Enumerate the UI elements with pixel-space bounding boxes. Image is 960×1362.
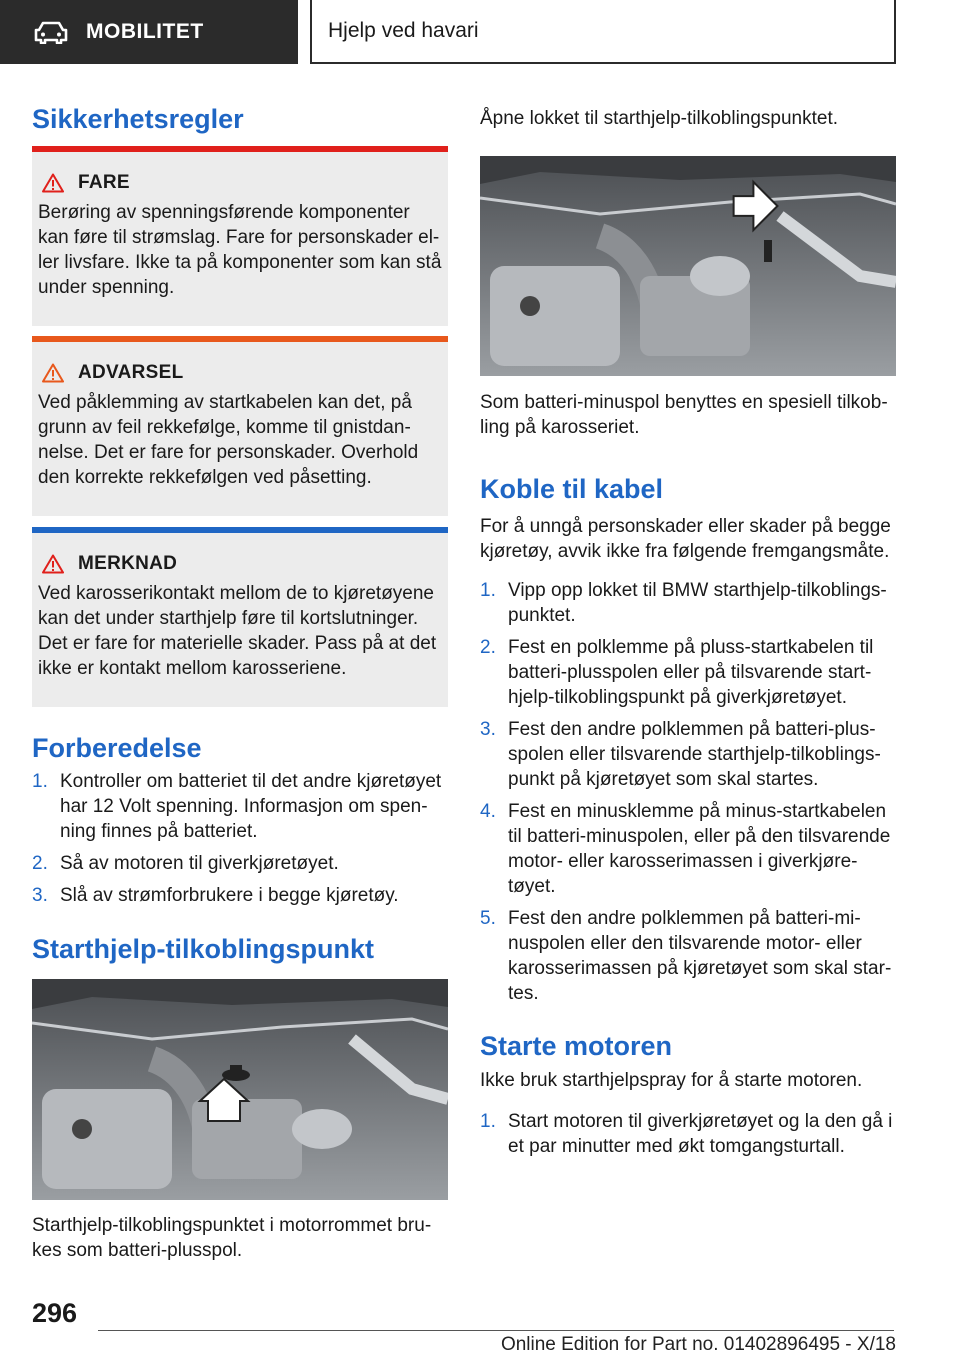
- list-item: 5. Fest den andre polklemmen på batteri-minuspolen eller den tilsvarende motor- eller karosserimassen på kjøretøyet som skal startes.: [480, 908, 892, 1004]
- safety-heading: Sikkerhetsregler: [32, 104, 244, 134]
- warning-triangle-icon: [42, 173, 64, 193]
- warning-triangle-icon: [42, 554, 64, 574]
- prep-steps: [32, 769, 448, 915]
- warning-text: Ved påklemming av startkabelen kan det, på grunn av feil rekkefølge, komme til gnistdannelse. Det er fare for personskader. Overhold den korrekte rekkefølgen ved påsetting.: [38, 392, 419, 488]
- list-item: 3. Fest den andre polklemmen på batteri-plusspolen eller tilsvarende starthjelp-tilkoblingspunkt på kjøretøyet som skal startes.: [480, 719, 881, 790]
- connect-steps: [480, 578, 896, 1013]
- prep-heading: Forberedelse: [32, 733, 202, 763]
- danger-label: FARE: [78, 172, 130, 193]
- section-tab: [0, 0, 298, 64]
- warning-triangle-icon: [42, 363, 64, 383]
- start-heading: Starte motoren: [480, 1031, 673, 1061]
- notice-box: [32, 527, 448, 707]
- jump-heading: Starthjelp-tilkoblingspunkt: [32, 934, 374, 964]
- section-title: MOBILITET: [86, 20, 204, 43]
- danger-text: Berøring av spenningsførende komponenter kan føre til strømslag. Fare for personskader eller livsfare. Ikke ta på komponenter som kan stå under spenning.: [38, 202, 442, 298]
- warning-bar: [32, 336, 448, 342]
- list-item: 1. Kontroller om batteriet til det andre kjøretøyet har 12 Volt spenning. Informasjon om spenning finnes på batteriet.: [32, 771, 442, 842]
- footer-edition: Online Edition for Part no. 01402896495 - X/18: [500, 1334, 896, 1355]
- minus-text: Som batteri-minuspol benyttes en spesiell tilkobling på karosseriet.: [480, 392, 888, 438]
- list-item: 1. Start motoren til giverkjøretøyet og la den gå i et par minutter med økt tomgangsturtall.: [480, 1111, 893, 1157]
- page-number: 296: [32, 1298, 78, 1328]
- open-lid-text: Åpne lokket til starthjelp-tilkoblingspunktet.: [480, 108, 839, 129]
- jump-caption: Starthjelp-tilkoblingspunktet i motorrommet brukes som batteri-plusspol.: [32, 1215, 432, 1261]
- notice-label: MERKNAD: [78, 553, 178, 574]
- start-steps: [480, 1109, 896, 1166]
- chapter-title: Hjelp ved havari: [328, 19, 479, 42]
- chapter-tab: [310, 0, 896, 64]
- list-item: 4. Fest en minusklemme på minus-startkabelen til batteri-minuspolen, eller på den tilsvarende motor- eller karosserimassen i giverkjøretøyet.: [480, 801, 891, 897]
- engine-illustration: [32, 979, 448, 1200]
- engine-illustration: [480, 156, 896, 376]
- list-item: 3. Slå av strømforbrukere i begge kjøretøy.: [32, 885, 399, 906]
- notice-text: Ved karosserikontakt mellom de to kjøretøyene kan det under starthjelp føre til kortslutninger. Det er fare for materielle skader. Pass på at det ikke er kontakt mellom karosseriene.: [38, 583, 437, 679]
- danger-bar: [32, 146, 448, 152]
- footer-divider: [98, 1330, 894, 1331]
- connect-heading: Koble til kabel: [480, 474, 664, 504]
- notice-bar: [32, 527, 448, 533]
- warning-box: [32, 336, 448, 516]
- connect-intro: For å unngå personskader eller skader på begge kjøretøy, avvik ikke fra følgende fremgangsmåte.: [480, 516, 891, 562]
- engine-photo-minus: [480, 156, 896, 376]
- list-item: 2. Fest en polklemme på pluss-startkabelen til batteri-plusspolen eller på tilsvarende starthjelp-tilkoblingspunkt på giverkjøretøyet.: [480, 637, 874, 708]
- warning-label: ADVARSEL: [78, 362, 184, 383]
- danger-box: [32, 146, 448, 326]
- start-intro: Ikke bruk starthjelpspray for å starte motoren.: [480, 1070, 863, 1091]
- engine-photo-plus: [32, 979, 448, 1200]
- car-icon: [34, 20, 68, 44]
- list-item: 2. Så av motoren til giverkjøretøyet.: [32, 853, 339, 874]
- list-item: 1. Vipp opp lokket til BMW starthjelp-tilkoblingspunktet.: [480, 580, 887, 626]
